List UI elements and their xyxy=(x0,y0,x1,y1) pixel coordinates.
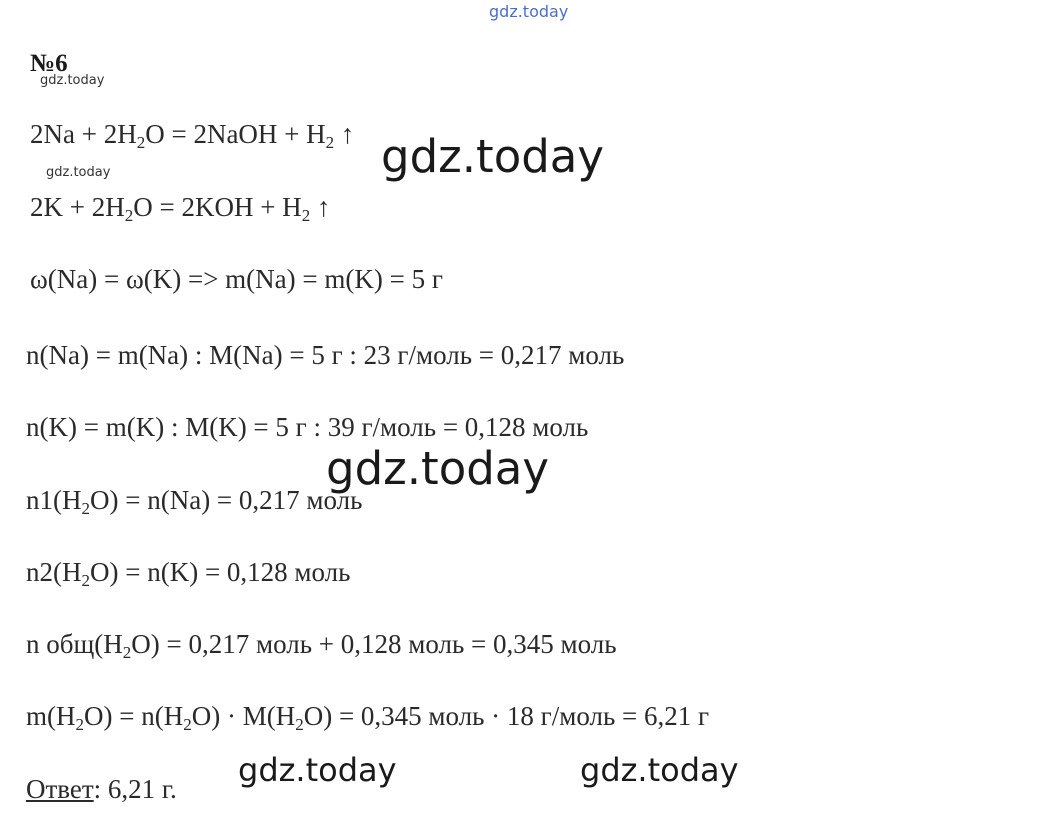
moles-sodium-line: n(Na) = m(Na) : M(Na) = 5 г : 23 г/моль = 0,217 моль xyxy=(26,340,625,370)
mass-fraction-line: ω(Na) = ω(K) => m(Na) = m(K) = 5 г xyxy=(30,264,443,294)
answer-value: : 6,21 г. xyxy=(93,774,177,804)
answer-line xyxy=(26,776,177,803)
watermark-bottom-2: gdz.today xyxy=(580,751,739,789)
task-number: №6 xyxy=(30,50,68,77)
watermark-large-2: gdz.today xyxy=(326,442,550,495)
equation-potassium-water: $2K + 2H_2O = 2KOH + H_2$ ↑ xyxy=(30,192,331,225)
watermark-large-1: gdz.today xyxy=(381,130,605,183)
watermark-small-2: gdz.today xyxy=(46,165,111,180)
moles-water-1-line: $n1(H_2O) = n(Na) = 0,217$ моль xyxy=(26,485,363,518)
site-watermark-top: gdz.today xyxy=(489,2,569,21)
moles-potassium-line: n(K) = m(K) : M(K) = 5 г : 39 г/моль = 0,128 моль xyxy=(26,412,589,442)
watermark-bottom-1: gdz.today xyxy=(238,751,397,789)
moles-water-total-line: n $общ(H_2O) = 0,217$ моль + 0,128 моль = 0,345 моль xyxy=(26,629,617,662)
watermark-small-1: gdz.today xyxy=(40,73,105,88)
mass-water-line: $m(H_2O) = n(H_2O) \cdot M(H_2O) = 0,345$ моль · 18 г/моль = 6,21 г xyxy=(26,701,710,734)
moles-water-2-line: $n2(H_2O) = n(K) = 0,128$ моль xyxy=(26,557,351,590)
equation-sodium-water: $2Na + 2H_2O$ = 2NaOH + $H_2$ ↑ xyxy=(30,119,355,152)
answer-label: Ответ xyxy=(26,774,94,804)
